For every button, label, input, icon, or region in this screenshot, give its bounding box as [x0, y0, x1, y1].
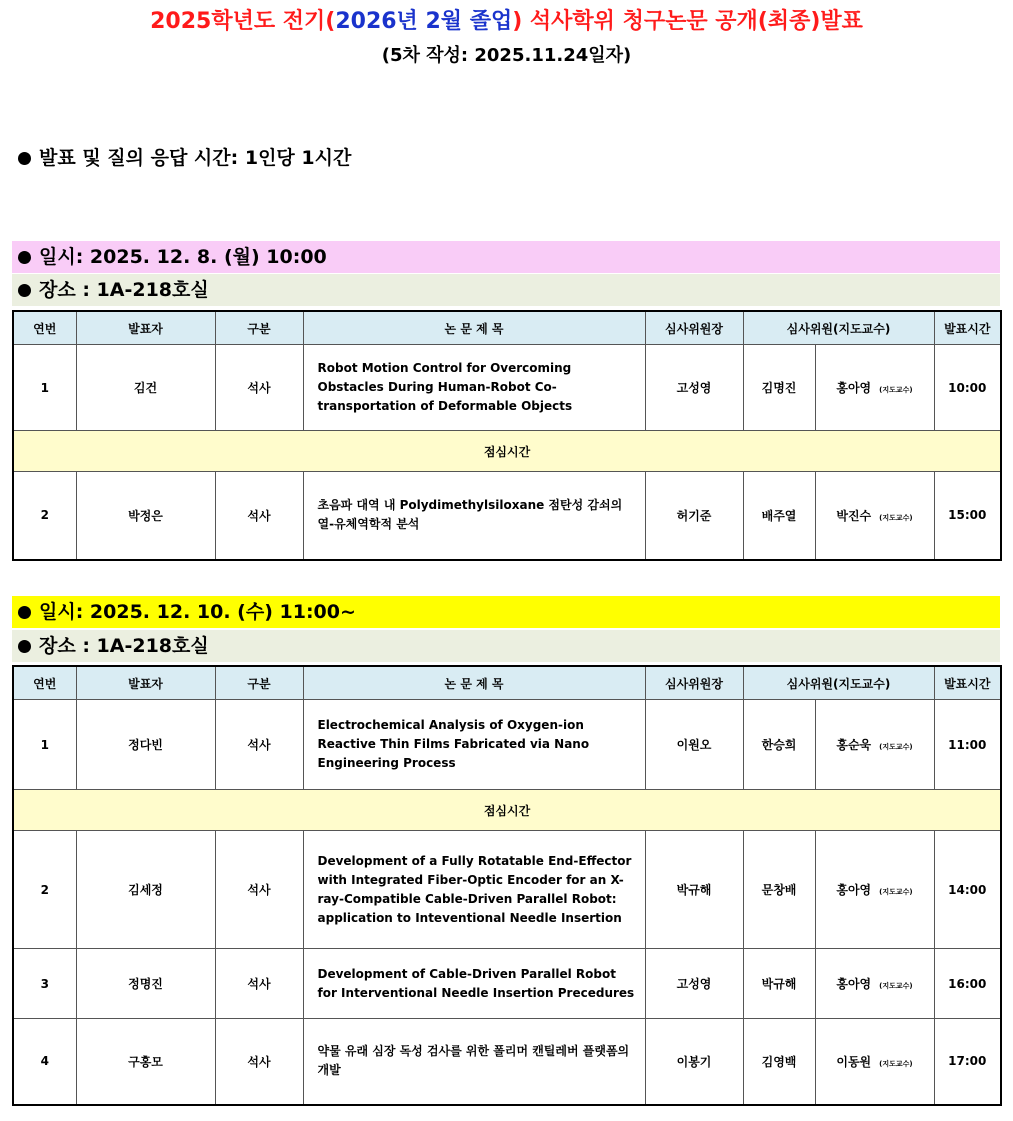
- advisor-tag: (지도교수): [879, 743, 913, 751]
- cell-thesis-title: Electrochemical Analysis of Oxygen-ion Reactive Thin Films Fabricated via Nano Engineering Process: [303, 700, 645, 790]
- title-part1: 2025학년도 전기(: [150, 9, 336, 34]
- advisor-tag: (지도교수): [879, 386, 913, 394]
- table-header-row: [13, 311, 1001, 345]
- cell-advisor: [815, 831, 934, 949]
- cell-no: 3: [13, 949, 76, 1019]
- cell-presenter: 김세정: [76, 831, 215, 949]
- note-text: 발표 및 질의 응답 시간: 1인당 1시간: [39, 147, 352, 169]
- col-header-title: 논 문 제 목: [303, 311, 645, 345]
- lunch-cell: 점심시간: [13, 790, 1001, 831]
- col-header-time: 발표시간: [934, 311, 1001, 345]
- page-subtitle: (5차 작성: 2025.11.24일자): [381, 45, 632, 66]
- cell-member: 배주열: [743, 472, 815, 560]
- col-header-time: 발표시간: [934, 666, 1001, 700]
- cell-presenter: 구홍모: [76, 1019, 215, 1105]
- cell-presenter: 정다빈: [76, 700, 215, 790]
- table-row: [13, 700, 1001, 790]
- lunch-row: [13, 790, 1001, 831]
- session2-date: 일시: 2025. 12. 10. (수) 11:00~: [39, 601, 356, 623]
- cell-type: 석사: [215, 472, 303, 560]
- advisor-name: 홍순욱: [836, 738, 872, 752]
- cell-no: 2: [13, 831, 76, 949]
- cell-thesis-title: Development of a Fully Rotatable End-Effector with Integrated Fiber-Optic Encoder for an X-ray-Compatible Cable-Driven Parallel Robot: application to Inteventional Needle Insertion: [303, 831, 645, 949]
- cell-type: 석사: [215, 700, 303, 790]
- table-row: [13, 1019, 1001, 1105]
- presentation-time-note: [18, 146, 351, 170]
- advisor-name: 홍아영: [836, 977, 872, 991]
- cell-presenter: 박정은: [76, 472, 215, 560]
- title-part3: ) 석사학위 청구논문 공개(최종)발표: [512, 9, 863, 34]
- cell-thesis-title: Robot Motion Control for Overcoming Obstacles During Human-Robot Co-transportation of Deformable Objects: [303, 345, 645, 431]
- cell-no: 2: [13, 472, 76, 560]
- cell-no: 1: [13, 345, 76, 431]
- table-row: [13, 949, 1001, 1019]
- cell-member: 김명진: [743, 345, 815, 431]
- advisor-name: 홍아영: [836, 381, 872, 395]
- advisor-tag: (지도교수): [879, 513, 913, 522]
- advisor-tag: (지도교수): [879, 888, 913, 896]
- bullet-icon: [18, 606, 31, 619]
- cell-advisor: [815, 1019, 934, 1105]
- col-header-type: 구분: [215, 666, 303, 700]
- cell-advisor: [815, 345, 934, 431]
- table-row: [13, 345, 1001, 431]
- session1-table: [12, 310, 1002, 561]
- cell-presenter: 김건: [76, 345, 215, 431]
- cell-type: 석사: [215, 949, 303, 1019]
- cell-time: 11:00: [934, 700, 1001, 790]
- cell-chair: 고성영: [645, 949, 743, 1019]
- col-header-title: 논 문 제 목: [303, 666, 645, 700]
- col-header-no: 연번: [13, 311, 76, 345]
- col-header-chair: 심사위원장: [645, 311, 743, 345]
- page-title: [0, 8, 1013, 36]
- session1-date-band: [12, 241, 1000, 273]
- cell-time: 14:00: [934, 831, 1001, 949]
- lunch-row: [13, 431, 1001, 472]
- cell-advisor: [815, 949, 934, 1019]
- bullet-icon: [18, 284, 31, 297]
- col-header-no: 연번: [13, 666, 76, 700]
- lunch-cell: 점심시간: [13, 431, 1001, 472]
- cell-advisor: [815, 472, 934, 560]
- cell-chair: 박규해: [645, 831, 743, 949]
- cell-time: 15:00: [934, 472, 1001, 560]
- cell-member: 한승희: [743, 700, 815, 790]
- table-row: [13, 831, 1001, 949]
- cell-type: 석사: [215, 345, 303, 431]
- advisor-name: 홍아영: [836, 883, 872, 897]
- col-header-members: 심사위원(지도교수): [743, 666, 934, 700]
- advisor-tag: (지도교수): [879, 1059, 913, 1068]
- table-header-row: [13, 666, 1001, 700]
- advisor-name: 이동원: [836, 1054, 872, 1069]
- col-header-type: 구분: [215, 311, 303, 345]
- advisor-name: 박진수: [836, 508, 872, 523]
- session2-room-band: [12, 630, 1000, 662]
- cell-no: 1: [13, 700, 76, 790]
- col-header-presenter: 발표자: [76, 311, 215, 345]
- cell-member: 김영백: [743, 1019, 815, 1105]
- cell-type: 석사: [215, 1019, 303, 1105]
- cell-chair: 고성영: [645, 345, 743, 431]
- table-row: [13, 472, 1001, 560]
- bullet-icon: [18, 251, 31, 264]
- col-header-presenter: 발표자: [76, 666, 215, 700]
- col-header-chair: 심사위원장: [645, 666, 743, 700]
- session1-room-band: [12, 274, 1000, 306]
- cell-chair: 이봉기: [645, 1019, 743, 1105]
- cell-chair: 허기준: [645, 472, 743, 560]
- session1-date: 일시: 2025. 12. 8. (월) 10:00: [39, 246, 327, 268]
- bullet-icon: [18, 152, 31, 165]
- cell-time: 10:00: [934, 345, 1001, 431]
- cell-presenter: 정명진: [76, 949, 215, 1019]
- cell-member: 문창배: [743, 831, 815, 949]
- cell-member: 박규해: [743, 949, 815, 1019]
- session1-room: 장소 : 1A-218호실: [39, 279, 209, 301]
- cell-chair: 이원오: [645, 700, 743, 790]
- cell-no: 4: [13, 1019, 76, 1105]
- col-header-members: 심사위원(지도교수): [743, 311, 934, 345]
- cell-time: 17:00: [934, 1019, 1001, 1105]
- cell-thesis-title: 초음파 대역 내 Polydimethylsiloxane 점탄성 감쇠의 열-유체역학적 분석: [303, 472, 645, 560]
- title-part2: 2026년 2월 졸업: [335, 9, 513, 34]
- cell-thesis-title: 약물 유래 심장 독성 검사를 위한 폴리머 캔틸레버 플랫폼의 개발: [303, 1019, 645, 1105]
- advisor-tag: (지도교수): [879, 982, 913, 990]
- session2-date-band: [12, 596, 1000, 628]
- cell-time: 16:00: [934, 949, 1001, 1019]
- cell-thesis-title: Development of Cable-Driven Parallel Robot for Interventional Needle Insertion Precedures: [303, 949, 645, 1019]
- bullet-icon: [18, 640, 31, 653]
- cell-type: 석사: [215, 831, 303, 949]
- cell-advisor: [815, 700, 934, 790]
- session2-room: 장소 : 1A-218호실: [39, 635, 209, 657]
- session2-table: [12, 665, 1002, 1106]
